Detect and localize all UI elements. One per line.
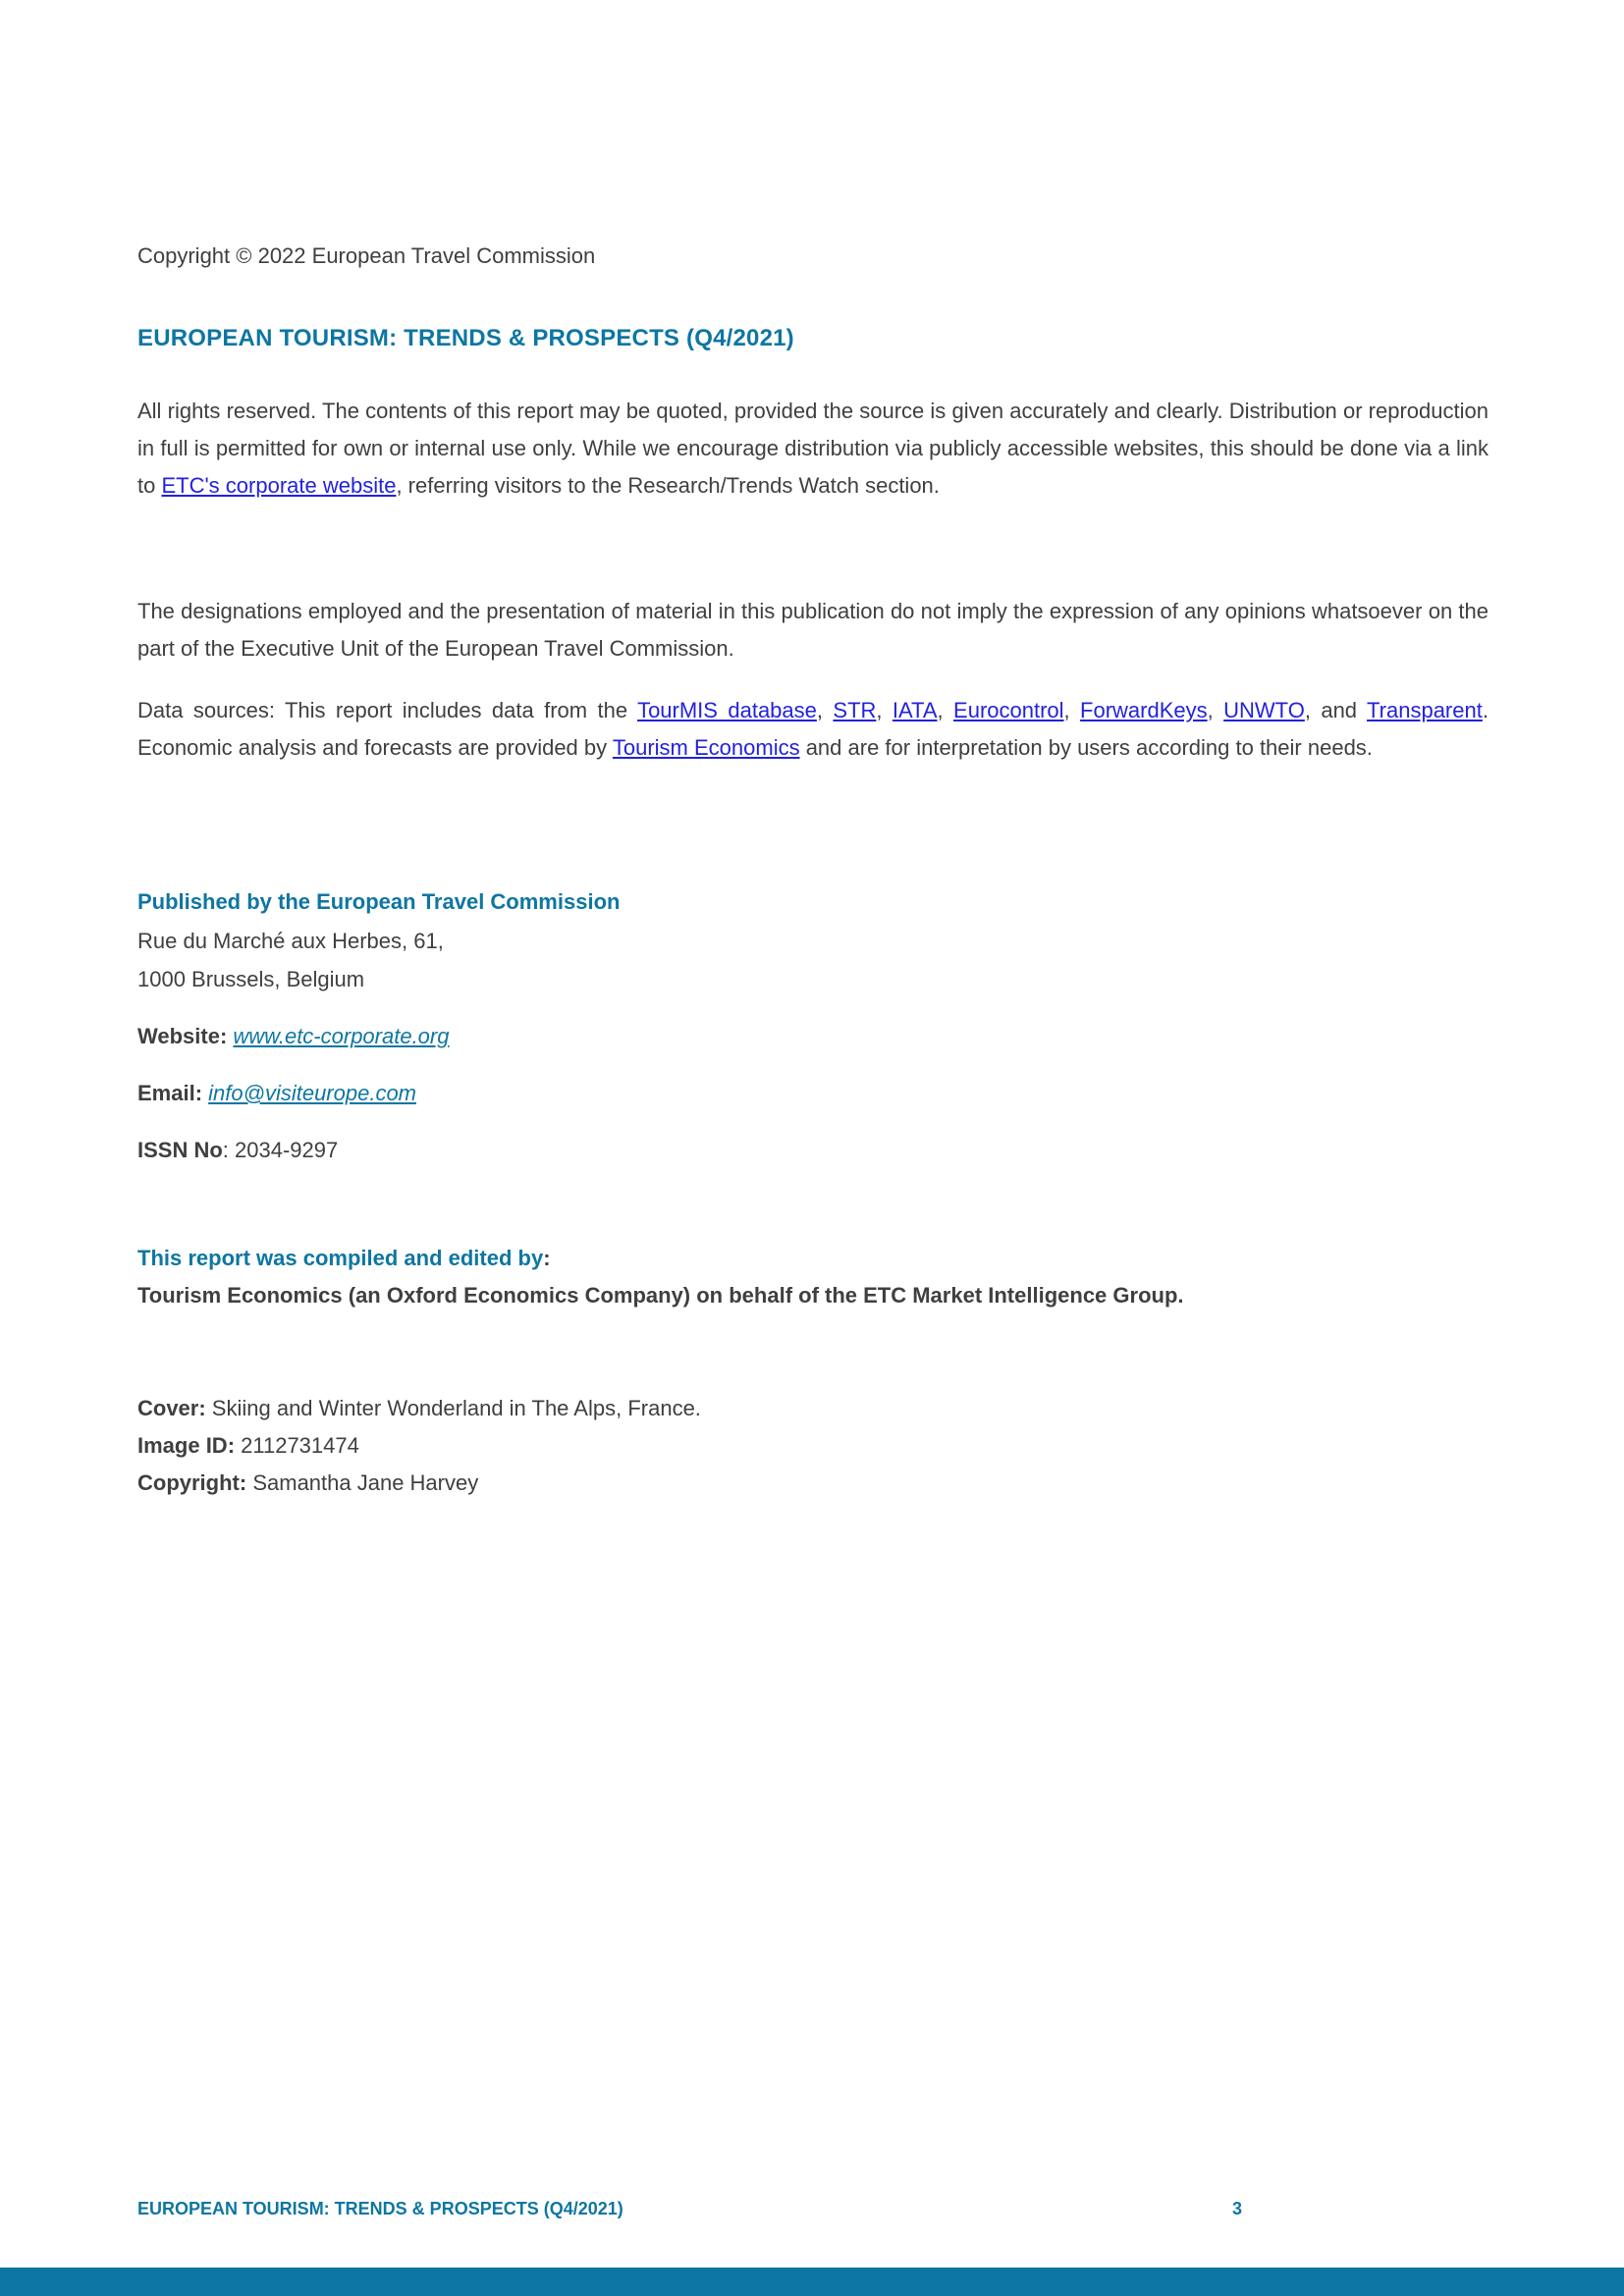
footer-title: EUROPEAN TOURISM: TRENDS & PROSPECTS (Q4/2021): [137, 2199, 623, 2218]
cover-copyright-label: Copyright:: [137, 1470, 253, 1495]
link-iata[interactable]: IATA: [892, 698, 938, 722]
paragraph-text: , and: [1304, 698, 1368, 722]
paragraph-text: and are for interpretation by users according to their needs.: [799, 735, 1373, 760]
website-link[interactable]: www.etc-corporate.org: [233, 1024, 450, 1048]
link-forwardkeys[interactable]: ForwardKeys: [1080, 698, 1208, 722]
paragraph-text: ,: [876, 698, 893, 722]
email-link[interactable]: info@visiteurope.com: [208, 1081, 417, 1105]
paragraph-rights: [137, 393, 1489, 505]
link-tourism-economics[interactable]: Tourism Economics: [612, 735, 800, 760]
cover-copyright-row: [137, 1465, 1489, 1502]
link-str[interactable]: STR: [833, 698, 877, 722]
email-label: Email:: [137, 1081, 209, 1105]
email-row: [137, 1075, 1489, 1112]
copyright-line: Copyright © 2022 European Travel Commission: [137, 243, 596, 268]
page-title: EUROPEAN TOURISM: TRENDS & PROSPECTS (Q4/2021): [137, 325, 794, 351]
paragraph-text: ,: [816, 698, 834, 722]
cover-row: [137, 1390, 1489, 1427]
footer-page-number: 3: [1232, 2199, 1243, 2218]
cover-copyright-value: Samantha Jane Harvey: [252, 1470, 479, 1495]
paragraph-text: All rights reserved. The contents of this report may be quoted, provided the source is given accurately and clearly. Distribution or reproduction in full is permitted for own or internal use only. While we encourage distribution via publicly accessible websites, this should be done via a link to: [137, 399, 1489, 498]
website-label: Website:: [137, 1024, 234, 1048]
website-row: [137, 1018, 1489, 1055]
paragraph-data-sources: [137, 692, 1489, 767]
publisher-address-line1: Rue du Marché aux Herbes, 61,: [137, 929, 444, 953]
cover-value: Skiing and Winter Wonderland in The Alps, France.: [211, 1396, 701, 1420]
paragraph-designations: The designations employed and the presentation of material in this publication do not imply the expression of any opinions whatsoever on the part of the Executive Unit of the European Travel Commission.: [137, 599, 1489, 661]
image-id-label: Image ID:: [137, 1433, 242, 1458]
publisher-heading: Published by the European Travel Commission: [137, 889, 621, 914]
image-id-value: 2112731474: [241, 1433, 359, 1458]
link-eurocontrol[interactable]: Eurocontrol: [953, 698, 1064, 722]
publisher-address-line2: 1000 Brussels, Belgium: [137, 967, 365, 991]
credits-body: Tourism Economics (an Oxford Economics Company) on behalf of the ETC Market Intelligence Group.: [137, 1283, 1184, 1308]
link-unwto[interactable]: UNWTO: [1223, 698, 1305, 722]
credits-heading-row: [137, 1240, 1489, 1277]
issn-label: ISSN No: [137, 1138, 223, 1162]
paragraph-text: Data sources: This report includes data from the: [137, 698, 638, 722]
paragraph-text: ,: [1207, 698, 1224, 722]
paragraph-text: ,: [937, 698, 954, 722]
footer-accent-band: [0, 2268, 1624, 2296]
issn-row: [137, 1132, 1489, 1169]
paragraph-text: , referring visitors to the Research/Trends Watch section.: [396, 473, 940, 498]
credits-heading-colon: :: [543, 1246, 551, 1270]
paragraph-text: ,: [1063, 698, 1081, 722]
link-tourmis-database[interactable]: TourMIS database: [637, 698, 817, 722]
image-id-row: [137, 1427, 1489, 1465]
issn-value: : 2034-9297: [222, 1138, 339, 1162]
link-etc-corporate-website[interactable]: ETC's corporate website: [161, 473, 397, 498]
credits-heading: This report was compiled and edited by: [137, 1246, 544, 1270]
paragraph-text: . Economic analysis and forecasts are provided by: [137, 698, 1489, 760]
cover-label: Cover:: [137, 1396, 212, 1420]
link-transparent[interactable]: Transparent: [1367, 698, 1483, 722]
